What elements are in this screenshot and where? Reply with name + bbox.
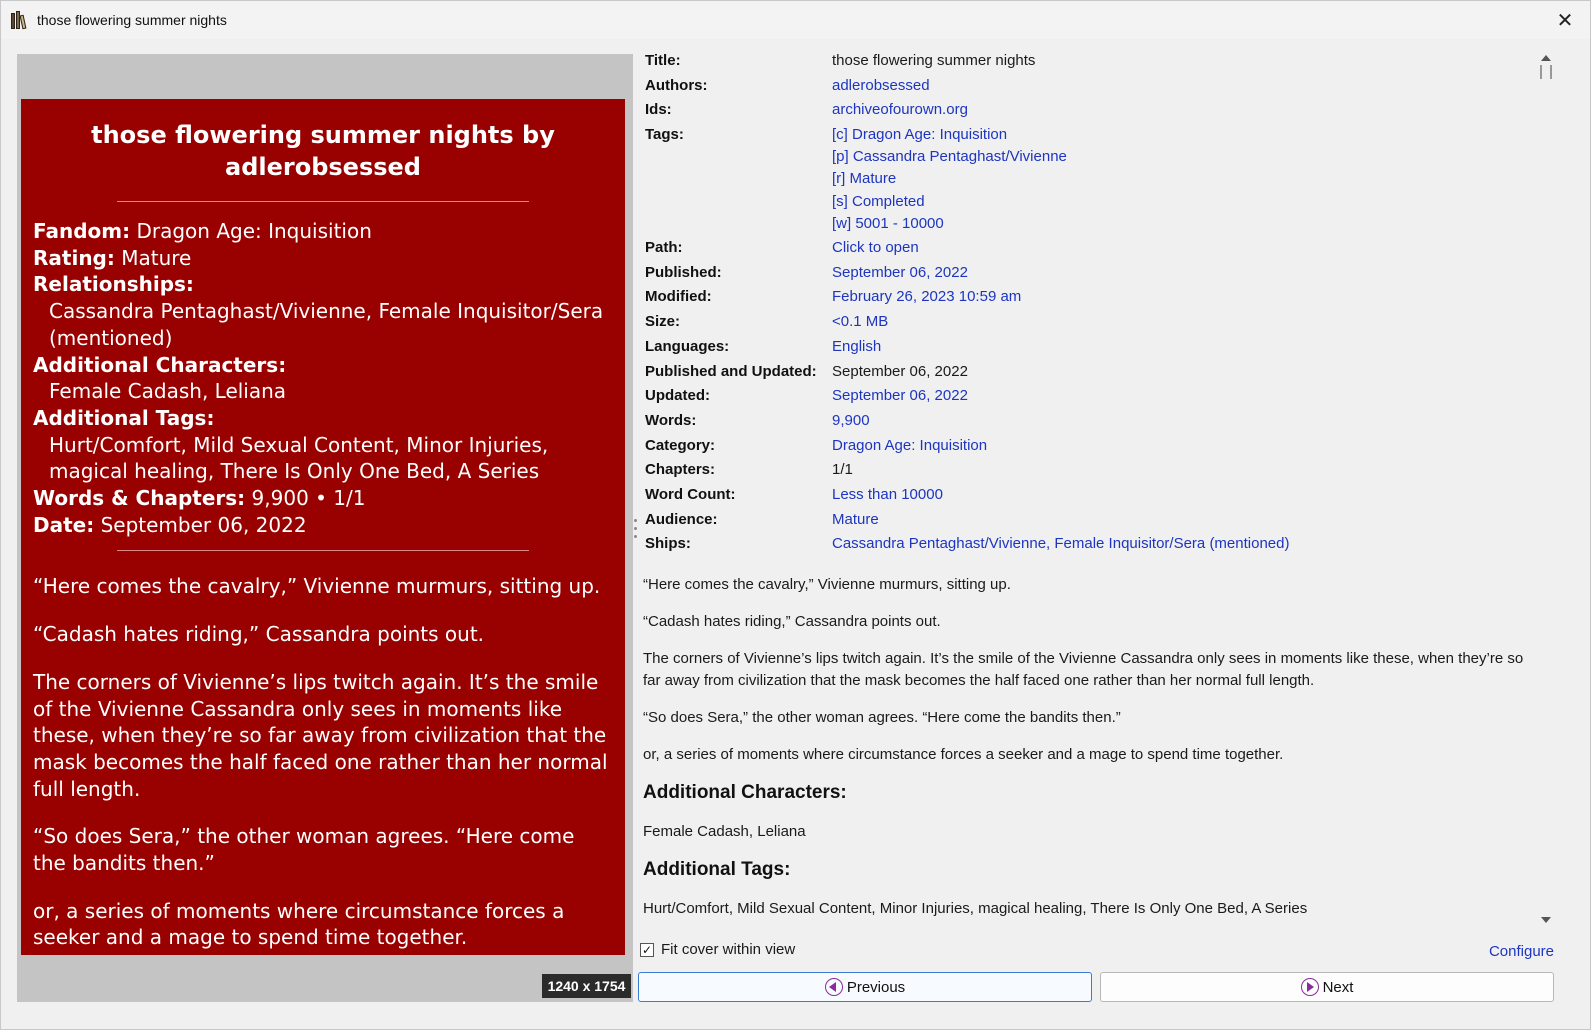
published-updated-value: September 06, 2022 <box>832 362 968 380</box>
window-title: those flowering summer nights <box>37 12 227 28</box>
words-link[interactable]: 9,900 <box>832 411 870 429</box>
meta-label: Published: <box>645 263 722 281</box>
scroll-down-icon[interactable] <box>1541 917 1551 923</box>
language-link[interactable]: English <box>832 337 882 355</box>
previous-arrow-icon <box>825 978 843 996</box>
cover-words: 9,900 • 1/1 <box>251 486 366 511</box>
meta-label: Modified: <box>645 288 712 306</box>
meta-label: Title: <box>645 52 681 69</box>
meta-label: Published and Updated: <box>645 362 817 380</box>
cover-paragraph: “Cadash hates riding,” Cassandra points out. <box>33 622 485 647</box>
word-count-link[interactable]: Less than 10000 <box>832 485 943 503</box>
audience-link[interactable]: Mature <box>832 510 879 528</box>
author-link[interactable]: adlerobsessed <box>832 76 930 94</box>
cover-dimensions-badge: 1240 x 1754 <box>542 974 631 998</box>
close-icon[interactable]: ✕ <box>1556 9 1574 32</box>
previous-button[interactable] <box>638 972 1092 1002</box>
cover-panel <box>17 54 633 1002</box>
meta-label: Ids: <box>645 101 672 119</box>
next-arrow-icon <box>1301 978 1319 996</box>
tag-link[interactable]: [p] Cassandra Pentaghast/Vivienne <box>832 148 1067 166</box>
comment-paragraph: “Cadash hates riding,” Cassandra points out. <box>643 613 941 630</box>
ids-link[interactable]: archiveofourown.org <box>832 101 968 119</box>
cover-metadata <box>33 218 613 538</box>
configure-link[interactable]: Configure <box>1488 943 1554 960</box>
meta-label: Word Count: <box>645 485 736 503</box>
meta-label: Ships: <box>645 535 691 553</box>
comment-paragraph: The corners of Vivienne’s lips twitch again. It’s the smile of the Vivienne Cassandra only sees in moments like these, when they’re so far away from civilization that the mask becomes the half faced one rather than her normal full length. <box>643 650 1524 689</box>
cover-image <box>21 99 625 955</box>
meta-label: Path: <box>645 239 683 257</box>
meta-label: Words: <box>645 411 697 429</box>
tag-link[interactable]: [c] Dragon Age: Inquisition <box>832 126 1008 144</box>
details-scrollbar[interactable] <box>1537 49 1555 931</box>
cover-date: September 06, 2022 <box>100 512 307 537</box>
chapters-value: 1/1 <box>832 461 853 479</box>
cover-relationships-label: Relationships: <box>33 272 194 297</box>
ships-link[interactable]: Cassandra Pentaghast/Vivienne, Female Inquisitor/Sera (mentioned) <box>832 535 1290 553</box>
cover-characters-label: Additional Characters: <box>33 352 287 377</box>
comment-paragraph: or, a series of moments where circumstance forces a seeker and a mage to spend time together. <box>643 746 1284 763</box>
characters-heading: Additional Characters: <box>643 782 847 803</box>
updated-link[interactable]: September 06, 2022 <box>832 387 968 405</box>
tags-heading: Additional Tags: <box>643 859 791 880</box>
meta-label: Authors: <box>645 76 708 94</box>
tags-text: Hurt/Comfort, Mild Sexual Content, Minor Injuries, magical healing, There Is Only One Bed, A Series <box>643 900 1308 917</box>
details-panel <box>637 49 1537 929</box>
meta-label: Category: <box>645 436 716 454</box>
books-icon <box>11 11 29 29</box>
cover-divider <box>117 201 529 202</box>
fit-cover-label: Fit cover within view <box>661 941 796 958</box>
modified-link[interactable]: February 26, 2023 10:59 am <box>832 288 1022 306</box>
meta-label: Chapters: <box>645 461 716 479</box>
cover-divider <box>117 550 529 551</box>
meta-title-value: those flowering summer nights <box>832 52 1036 69</box>
cover-tags-label: Additional Tags: <box>33 405 215 430</box>
characters-text: Female Cadash, Leliana <box>643 823 806 840</box>
meta-label: Audience: <box>645 510 718 528</box>
comment-paragraph: “So does Sera,” the other woman agrees. “Here come the bandits then.” <box>643 709 1121 726</box>
tag-link[interactable]: [s] Completed <box>832 192 925 210</box>
cover-fandom: Dragon Age: Inquisition <box>136 219 372 243</box>
cover-characters: Female Cadash, Leliana <box>49 379 287 404</box>
title-bar <box>1 1 1590 39</box>
cover-paragraph: or, a series of moments where circumstance forces a seeker and a mage to spend time together. <box>33 898 565 950</box>
tag-link[interactable]: [w] 5001 - 10000 <box>832 214 944 232</box>
cover-rating: Mature <box>121 245 192 270</box>
meta-label: Tags: <box>645 126 684 144</box>
cover-paragraph: “So does Sera,” the other woman agrees. “Here come the bandits then.” <box>33 824 575 876</box>
cover-rating-label: Rating: <box>33 245 115 270</box>
published-link[interactable]: September 06, 2022 <box>832 263 968 281</box>
fit-cover-option[interactable] <box>640 941 795 958</box>
cover-title: those flowering summer nights by adlerobsessed <box>91 121 555 181</box>
cover-tags: Hurt/Comfort, Mild Sexual Content, Minor Injuries, magical healing, There Is Only One Bed, A Series <box>49 432 549 484</box>
cover-words-label: Words & Chapters: <box>33 486 246 511</box>
meta-label: Size: <box>645 313 681 331</box>
tags-list <box>832 126 1067 237</box>
previous-label: Previous <box>846 978 906 996</box>
scroll-thumb[interactable] <box>1540 65 1552 79</box>
comment-paragraph: “Here comes the cavalry,” Vivienne murmurs, sitting up. <box>643 576 1011 593</box>
cover-date-label: Date: <box>33 512 95 537</box>
next-label: Next <box>1322 978 1354 996</box>
cover-relationships: Cassandra Pentaghast/Vivienne, Female Inquisitor/Sera (mentioned) <box>49 299 604 350</box>
comments-section <box>643 574 1533 929</box>
next-button[interactable] <box>1100 972 1554 1002</box>
scroll-up-icon[interactable] <box>1541 55 1551 61</box>
path-link[interactable]: Click to open <box>832 239 919 257</box>
tag-link[interactable]: [r] Mature <box>832 170 897 188</box>
meta-label: Updated: <box>645 387 710 405</box>
fit-cover-checkbox[interactable]: ✓ <box>641 942 653 957</box>
category-link[interactable]: Dragon Age: Inquisition <box>832 436 988 454</box>
cover-paragraph: The corners of Vivienne’s lips twitch again. It’s the smile of the Vivienne Cassandra only sees in moments like these, when they’re so far away from civilization that the mask becomes the half faced one rather than her normal full length. <box>33 669 608 801</box>
cover-paragraph: “Here comes the cavalry,” Vivienne murmurs, sitting up. <box>33 574 601 599</box>
cover-fandom-label: Fandom: <box>33 219 131 243</box>
size-link[interactable]: <0.1 MB <box>832 313 889 331</box>
meta-label: Languages: <box>645 337 730 355</box>
